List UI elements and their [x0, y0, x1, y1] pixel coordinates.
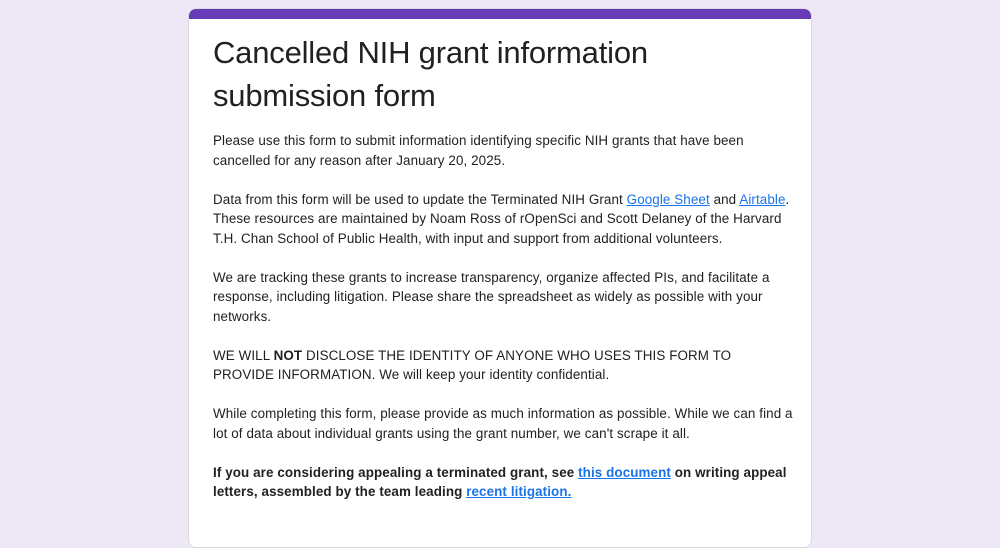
confidentiality-text-1: WE WILL — [213, 347, 274, 363]
confidentiality-paragraph — [213, 346, 793, 385]
airtable-link[interactable]: Airtable — [739, 191, 786, 207]
form-header — [213, 31, 793, 521]
completeness-paragraph: While completing this form, please provide as much information as possible. While we can find a lot of data about individual grants using the grant number, we can't scrape it all. — [213, 406, 793, 441]
appeal-document-link[interactable]: this document — [578, 464, 671, 480]
google-sheet-link[interactable]: Google Sheet — [626, 191, 710, 207]
appeal-text-1: If you are considering appealing a terminated grant, see — [213, 464, 579, 480]
data-usage-text-3: . These resources are maintained by Noam Ross of rOpenSci and Scott Delaney of the Harvard T.H. Chan School of Public Health, with input and support from additional volunteers. — [213, 191, 790, 246]
appeal-text-2: on writing appeal letters, assembled by the team leading — [213, 464, 787, 499]
recent-litigation-link[interactable]: recent litigation. — [466, 484, 572, 499]
form-title: Cancelled NIH grant information submission form — [213, 35, 648, 113]
form-accent-bar — [189, 9, 811, 19]
tracking-paragraph: We are tracking these grants to increase transparency, organize affected PIs, and facilitate a response, including litigation. Please share the spreadsheet as widely as possible with your networks. — [213, 269, 770, 324]
confidentiality-not-emphasis: NOT — [273, 347, 303, 363]
data-usage-text-2: and — [709, 191, 740, 207]
data-usage-paragraph — [213, 190, 793, 249]
data-usage-text-1: Data from this form will be used to update the Terminated NIH Grant — [213, 191, 627, 207]
confidentiality-text-2: DISCLOSE THE IDENTITY OF ANYONE WHO USES THIS FORM TO PROVIDE INFORMATION. We will keep your identity confidential. — [213, 347, 732, 382]
intro-paragraph: Please use this form to submit information identifying specific NIH grants that have been cancelled for any reason after January 20, 2025. — [213, 133, 744, 168]
appeal-paragraph — [213, 463, 793, 502]
form-card — [188, 8, 812, 548]
